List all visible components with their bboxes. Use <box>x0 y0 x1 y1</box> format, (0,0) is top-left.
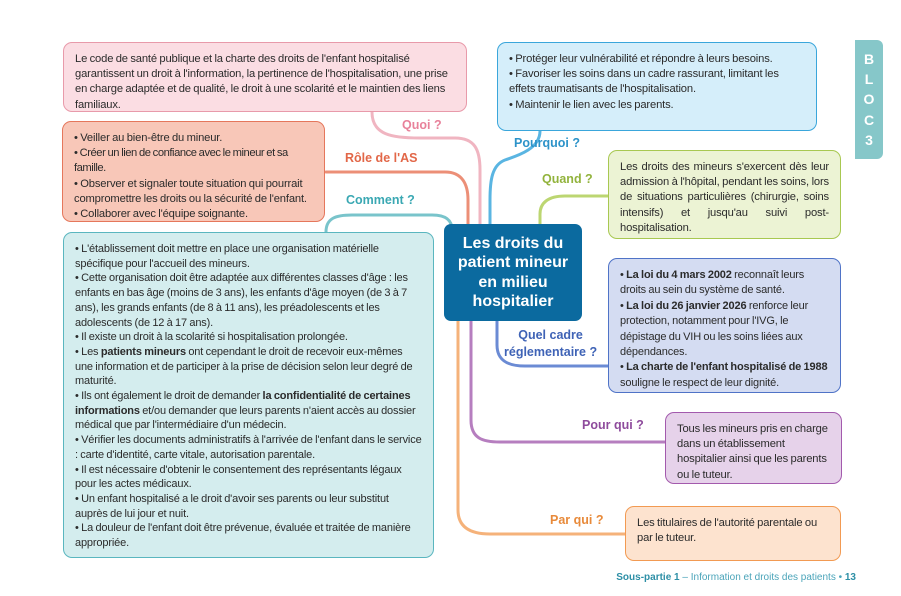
pourquoi-item: • Protéger leur vulnérabilité et répondre à leurs besoins. <box>509 52 805 67</box>
law-name: La loi du 4 mars 2002 <box>626 269 732 281</box>
law-name: La loi du 26 janvier 2026 <box>626 299 747 312</box>
central-title: Les droits du patient mineur en milieu hospitalier <box>457 234 569 310</box>
quoi-box <box>63 42 467 112</box>
role-item: • Collaborer avec l'équipe soignante. <box>74 207 313 222</box>
comment-item: • Il existe un droit à la scolarité si hospitalisation prolongée. <box>75 330 422 345</box>
role-as-box <box>62 121 325 222</box>
bloc-letter: O <box>863 91 875 108</box>
footer-part: Sous-partie 1 <box>616 572 680 583</box>
quand-box <box>608 150 841 239</box>
central-topic <box>444 224 582 321</box>
label-pourquoi: Pourquoi ? <box>514 136 580 150</box>
quoi-text: Le code de santé publique et la charte des droits de l'enfant hospitalisé garantissent un droit à l'information, la pertinence de l'hospitalisation, une prise en charge adaptée et de qualité, le droit à une scolarité et le maintien des liens familiaux. <box>75 53 448 111</box>
comment-item: • Les patients mineurs ont cependant le droit de recevoir eux-mêmes une information et de participer à la prise de décision selon leur degré de maturité. <box>75 345 422 389</box>
comment-item: • Il est nécessaire d'obtenir le consentement des représentants légaux pour les actes médicaux. <box>75 463 422 492</box>
label-cadre-reglementaire <box>504 327 597 361</box>
label-role-as: Rôle de l'AS <box>345 151 418 165</box>
cadre-item: • La loi du 26 janvier 2026 renforce leur protection, notamment pour l'IVG, le dépistage du VIH ou les soins liées aux dépendances. <box>620 299 829 361</box>
bloc-letter: B <box>863 51 875 68</box>
page-number: 13 <box>844 572 856 583</box>
label-cadre-line1: Quel cadre <box>518 328 583 342</box>
label-par-qui: Par qui ? <box>550 513 604 527</box>
pourquoi-item: • Favoriser les soins dans un cadre rassurant, limitant les effets traumatisants de l'hospitalisation. <box>509 67 805 97</box>
comment-box <box>63 232 434 558</box>
bloc-number: 3 <box>865 131 873 148</box>
bloc-tab <box>855 40 883 159</box>
law-name: La charte de l'enfant hospitalisé de 1988 <box>626 361 828 374</box>
pourquoi-box <box>497 42 817 131</box>
comment-item: • Un enfant hospitalisé a le droit d'avoir ses parents ou leur substitut auprès de lui jour et nuit. <box>75 492 422 521</box>
bloc-letter: L <box>864 71 874 88</box>
role-item: • Observer et signaler toute situation qui pourrait compromettre les droits ou la sécurité de l'enfant. <box>74 177 313 207</box>
par-qui-box <box>625 506 841 561</box>
label-comment: Comment ? <box>346 193 415 207</box>
parqui-text: Les titulaires de l'autorité parentale ou par le tuteur. <box>637 517 818 545</box>
cadre-reglementaire-box <box>608 258 841 393</box>
label-pour-qui: Pour qui ? <box>582 418 644 432</box>
comment-item: • Cette organisation doit être adaptée aux différentes classes d'âge : les enfants en bas âge (moins de 3 ans), les enfants d'âge moyen (de 3 à 7 ans), les grands enfants (de 8 à 11 ans), les préadolescents et les adolescents (de 12 à 17 ans). <box>75 271 422 330</box>
role-item: • Veiller au bien-être du mineur. <box>74 131 313 146</box>
comment-item: • L'établissement doit mettre en place une organisation matérielle spécifique pour l'accueil des mineurs. <box>75 242 422 271</box>
footer-title: Information et droits des patients <box>690 572 836 583</box>
cadre-item: • La charte de l'enfant hospitalisé de 1988 souligne le respect de leur dignité. <box>620 360 829 391</box>
comment-item: • La douleur de l'enfant doit être prévenue, évaluée et traitée de manière appropriée. <box>75 521 422 550</box>
bloc-letter: C <box>863 111 875 128</box>
role-item: • Créer un lien de confiance avec le mineur et sa famille. <box>74 146 313 176</box>
label-quoi: Quoi ? <box>402 118 442 132</box>
label-cadre-line2: réglementaire ? <box>504 345 598 359</box>
pourqui-text: Tous les mineurs pris en charge dans un établissement hospitalier ainsi que les parents ou le tuteur. <box>677 423 828 481</box>
pour-qui-box <box>665 412 842 484</box>
pourquoi-item: • Maintenir le lien avec les parents. <box>509 98 805 113</box>
comment-item: • Ils ont également le droit de demander la confidentialité de certaines informations et/ou demander que leurs parents n'aient accès au dossier médical que par l'intermédiaire d'un médecin. <box>75 389 422 433</box>
label-quand: Quand ? <box>542 172 593 186</box>
emphasis: la confidentialité de certaines informations <box>75 390 411 417</box>
comment-item: • Vérifier les documents administratifs à l'arrivée de l'enfant dans le service : carte d'identité, carte vitale, autorisation parentale. <box>75 433 422 462</box>
page-footer: Sous-partie 1 – Information et droits des patients • 13 <box>616 572 856 583</box>
cadre-item: • La loi du 4 mars 2002 reconnaît leurs droits au sein du système de santé. <box>620 268 829 299</box>
emphasis: patients mineurs <box>100 345 186 358</box>
quand-text: Les droits des mineurs s'exercent dès leur admission à l'hôpital, pendant les soins, lors de situations particulières (chirurgie, soins intensifs) et jusqu'au suivi post-hospitalisation. <box>620 161 829 234</box>
connector-quand <box>540 196 608 224</box>
